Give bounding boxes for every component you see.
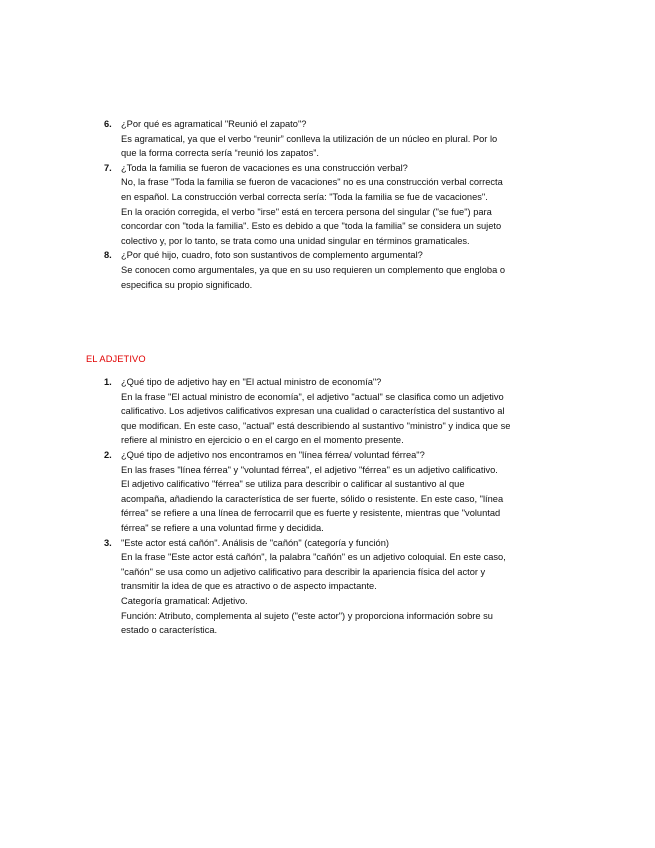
section-heading: EL ADJETIVO [86, 354, 146, 364]
answer-paragraph: En la frase "El actual ministro de economía", el adjetivo "actual" se clasifica como un adjetivo calificativo. Los adjetivos calificativos expresan una cualidad o característica del sustantivo al que modifican. En este caso, "actual" está describiendo al sustantivo "ministro" y indica que se refiere al ministro en ejercicio o en el cargo en el momento presente. [121, 391, 511, 446]
item-number: 3. [104, 537, 112, 548]
answer-paragraph: En las frases "línea férrea" y "voluntad férrea", el adjetivo "férrea" es un adjetivo calificativo. [121, 464, 498, 475]
question-text: ¿Qué tipo de adjetivo hay en "El actual ministro de economía"? [121, 377, 382, 387]
list-item-3 [0, 536, 655, 638]
question-text: ¿Qué tipo de adjetivo nos encontramos en "línea férrea/ voluntad férrea"? [121, 449, 425, 460]
item-number: 2. [104, 449, 112, 460]
questions-section-1 [0, 117, 655, 292]
item-number: 6. [104, 119, 112, 129]
item-number: 8. [104, 250, 112, 261]
answer-paragraph: Es agramatical, ya que el verbo “reunir” conlleva la utilización de un núcleo en plural. Por lo que la forma correcta sería “reunió los zapatos”. [121, 133, 498, 159]
question-text: ¿Por qué es agramatical "Reunió el zapato"? [121, 119, 307, 129]
answer-paragraph: En la frase "Este actor está cañón", la palabra "cañón" es un adjetivo coloquial. En este caso, "cañón" se usa como un adjetivo calificativo para describir la apariencia física del actor y transmitir la idea de que es atractivo o de aspecto impactante. [121, 552, 506, 592]
item-number: 1. [104, 377, 112, 387]
list-item-6 [0, 117, 655, 161]
answer-paragraph: Función: Atributo, complementa al sujeto ("este actor") y proporciona información sobre su estado o característica. [121, 610, 493, 636]
question-text: "Este actor está cañón". Análisis de "cañón" (categoría y función) [121, 537, 389, 548]
answer-paragraph: En la oración corregida, el verbo "irse" está en tercera persona del singular ("se fue") para concordar con "toda la familia". Esto es debido a que "toda la familia" se considera un sujeto colectivo y, por lo tanto, se trata como una unidad singular en términos gramaticales. [121, 206, 502, 246]
list-item-8 [0, 248, 655, 292]
question-text: ¿Por qué hijo, cuadro, foto son sustantivos de complemento argumental? [121, 250, 423, 261]
answer-paragraph: Se conocen como argumentales, ya que en su uso requieren un complemento que engloba o especifica su propio significado. [121, 264, 506, 290]
list-item-7 [0, 161, 655, 249]
questions-section-2 [0, 375, 655, 638]
item-number: 7. [104, 162, 112, 173]
answer-paragraph: El adjetivo calificativo "férrea" se utiliza para describir o calificar al sustantivo al que acompaña, añadiendo la característica de ser fuerte, sólido o resistente. En este caso, "línea férrea" se refiere a una línea de ferrocarril que es fuerte y resistente, mientras que "voluntad férrea" se refiere a una voluntad firme y decidida. [121, 479, 504, 533]
list-item-2 [0, 448, 655, 536]
answer-paragraph: Categoría gramatical: Adjetivo. [121, 595, 248, 606]
answer-paragraph: No, la frase "Toda la familia se fueron de vacaciones" no es una construcción verbal correcta en español. La construcción verbal correcta sería: "Toda la familia se fue de vacaciones". [121, 177, 503, 202]
question-text: ¿Toda la familia se fueron de vacaciones es una construcción verbal? [121, 162, 408, 173]
list-item-1 [0, 375, 655, 448]
